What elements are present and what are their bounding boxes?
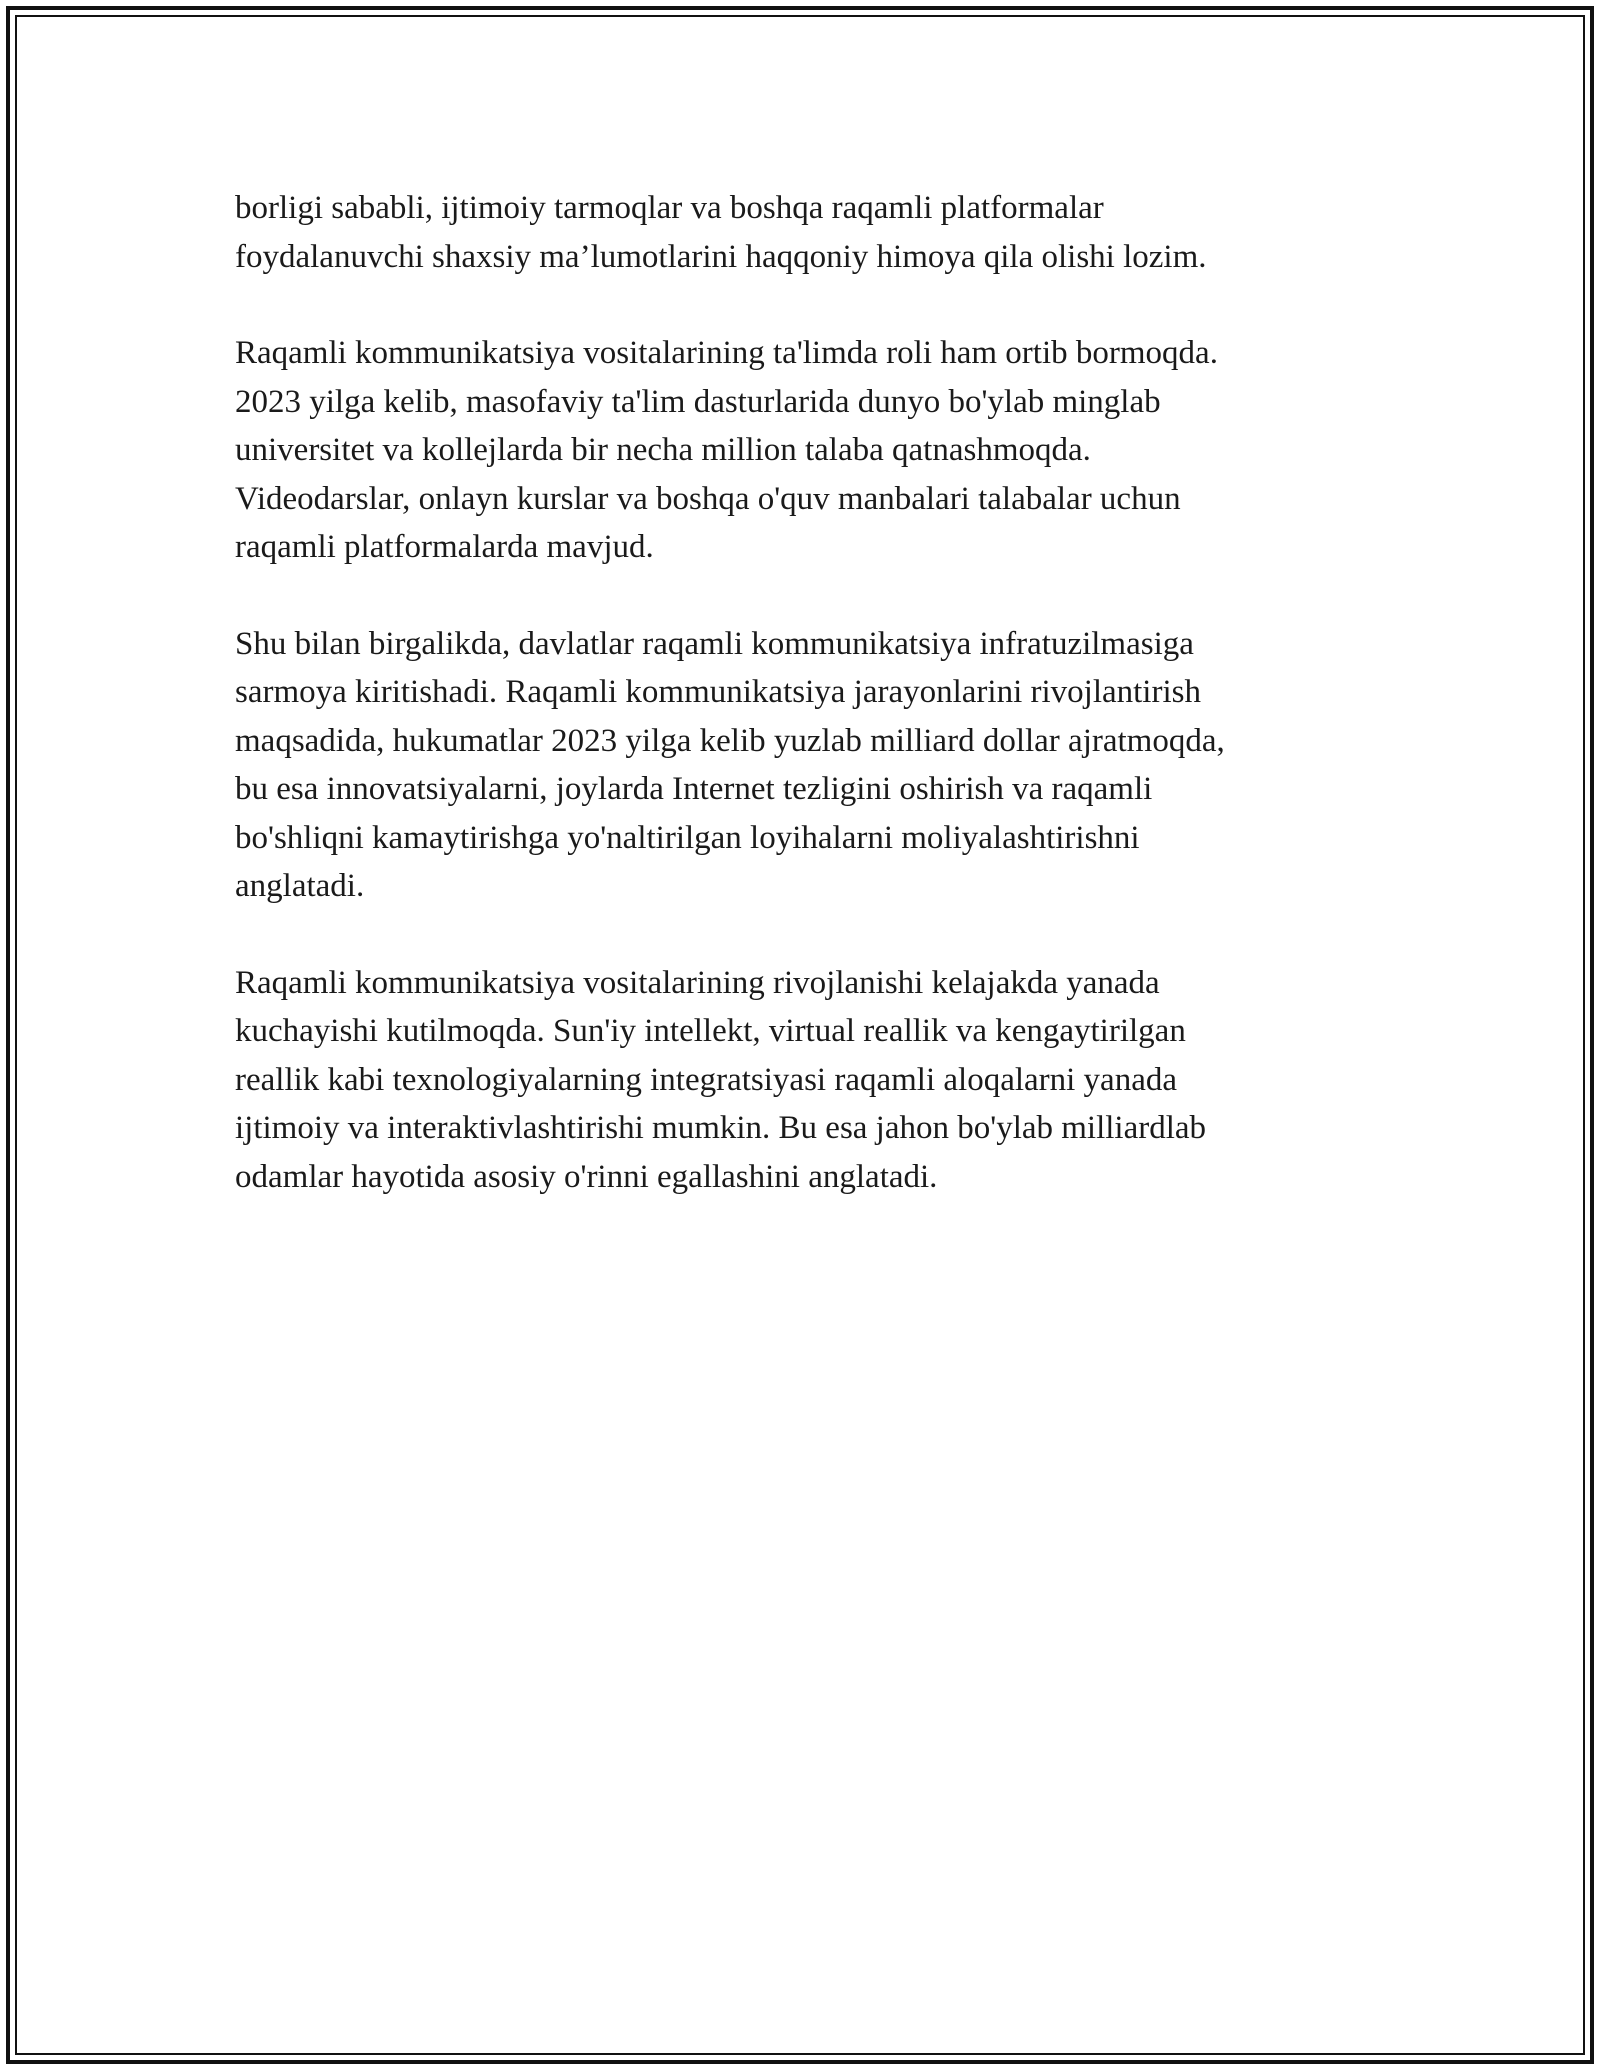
text-line: anglatadi.: [235, 868, 365, 904]
text-line: bu esa innovatsiyalarni, joylarda Internet tezligini oshirish va raqamli: [235, 771, 1153, 807]
text-line: maqsadida, hukumatlar 2023 yilga kelib yuzlab milliard dollar ajratmoqda,: [235, 722, 1225, 759]
text-line: odamlar hayotida asosiy o'rinni egallashini anglatadi.: [235, 1158, 938, 1195]
text-line: borligi sababli, ijtimoiy tarmoqlar va boshqa raqamli platformalar: [235, 190, 1104, 226]
text-line: ijtimoiy va interaktivlashtirishi mumkin. Bu esa jahon bo'ylab milliardlab: [235, 1110, 1207, 1146]
text-line: reallik kabi texnologiyalarning integratsiyasi raqamli aloqalarni yanada: [235, 1061, 1177, 1098]
text-line: sarmoya kiritishadi. Raqamli kommunikatsiya jarayonlarini rivojlantirish: [235, 674, 1201, 710]
text-line: 2023 yilga kelib, masofaviy ta'lim dasturlarida dunyo bo'ylab minglab: [235, 383, 1161, 420]
paragraph-education: [235, 329, 1365, 572]
text-line: raqamli platformalarda mavjud.: [235, 529, 654, 565]
paragraph-infrastructure: [235, 620, 1365, 911]
text-line: kuchayishi kutilmoqda. Sun'iy intellekt, virtual reallik va kengaytirilgan: [235, 1013, 1186, 1049]
paragraph-privacy: [235, 184, 1365, 281]
text-line: bo'shliqni kamaytirishga yo'naltirilgan loyihalarni moliyalashtirishni: [235, 819, 1140, 856]
text-line: universitet va kollejlarda bir necha million talaba qatnashmoqda.: [235, 432, 1091, 468]
paragraph-future: [235, 959, 1365, 1202]
document-body: [235, 184, 1365, 1249]
text-line: Raqamli kommunikatsiya vositalarining ta'limda roli ham ortib bormoqda.: [235, 335, 1218, 371]
text-line: Videodarslar, onlayn kurslar va boshqa o'quv manbalari talabalar uchun: [235, 480, 1181, 517]
text-line: foydalanuvchi shaxsiy ma’lumotlarini haqqoniy himoya qila olishi lozim.: [235, 238, 1207, 275]
text-line: Shu bilan birgalikda, davlatlar raqamli kommunikatsiya infratuzilmasiga: [235, 625, 1194, 662]
text-line: Raqamli kommunikatsiya vositalarining rivojlanishi kelajakda yanada: [235, 964, 1160, 1001]
